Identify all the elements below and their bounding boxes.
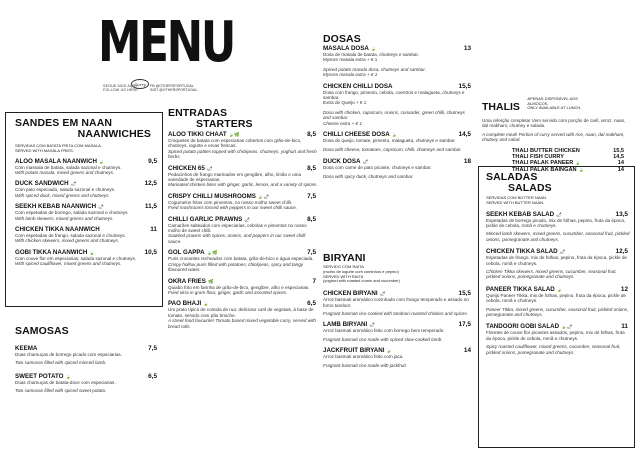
- item-desc-en: Minced lamb skewers, mixed greens, cucumber, seasonal fruit, pickled onions, pomegranate and chutneys.: [486, 231, 630, 242]
- item-desc-en: Sautéed prawns with spices, onions, and peppers in our sweet chilli sauce.: [168, 233, 306, 244]
- section-title: DOSAS: [323, 33, 361, 45]
- list-item: [323, 347, 473, 368]
- item-name: CHICKEN TIKKA NAANWICH: [15, 226, 100, 234]
- section-title: ENTRADAS: [168, 107, 228, 119]
- list-item: [486, 248, 630, 280]
- item-price: 14: [617, 160, 624, 167]
- item-desc-pt: Com massala de batata, salada sazonal e chutneys.: [15, 164, 122, 170]
- item-desc-en: Dosa with spicy duck, chutneys and sambar.: [323, 174, 414, 180]
- list-item: [15, 203, 159, 221]
- item-desc-en: Fried okra in gram flour, ginger, garlic and assorted spices.: [168, 289, 288, 295]
- item-name: MASALA DOSA 🍃: [323, 45, 377, 52]
- item-price: 15,5: [458, 82, 471, 90]
- item-price: 11,5: [144, 203, 157, 211]
- saladas-items: [486, 211, 630, 356]
- item-name: CHICKEN CHILLI DOSA: [323, 82, 393, 90]
- list-item: [323, 45, 473, 78]
- item-price: 9,5: [148, 157, 157, 165]
- item-name: SEEKH KEBAB NAANWICH 🌶: [15, 203, 104, 211]
- section-title-en: NAANWICHES: [77, 128, 151, 140]
- follow-us-text: SEGUE-NOS AQUI FOLLOW US HERE: [103, 84, 138, 93]
- spicy-icon: 🌶: [244, 216, 250, 222]
- list-item: THALI FISH CURRY 14,5: [512, 154, 624, 161]
- item-desc-en: With chicken skewers, mixed greens and chutneys.: [15, 238, 120, 244]
- spicy-icon: 🌶: [556, 211, 562, 217]
- veg-icon: 🍃: [203, 301, 209, 307]
- spicy-icon: 🌶: [379, 291, 386, 297]
- item-price: 15,5: [458, 290, 471, 298]
- list-item: [486, 323, 630, 355]
- veg-icon: 🍃: [575, 160, 581, 166]
- item-desc-pt: Cogumelos fritos com pimentos, no nosso molho sweet chilli.: [168, 199, 293, 205]
- list-item: [486, 286, 630, 318]
- item-desc-en: Fried mushrooms tossed with peppers in our sweet chilli sauce.: [168, 205, 297, 211]
- samosas-items: [15, 345, 159, 394]
- item-name: SEEKH KEBAB SALAD 🌶: [486, 210, 562, 218]
- item-price: 18: [463, 157, 471, 165]
- item-desc-en: Crispy hollow puris filled with potatoes, chickpeas, spicy and tangy flavoured water.: [168, 261, 304, 273]
- item-price: 14: [617, 166, 624, 173]
- item-price: 12: [620, 285, 628, 293]
- item-desc-pt: Arroz basmati aromático cozinhado com frango temperado e assado no forno tandoor.: [323, 297, 469, 308]
- list-item: [168, 216, 318, 245]
- veg-icon: 🍃: [556, 286, 563, 292]
- dosas-section: [323, 34, 473, 180]
- veg-icon: 🍃🌿: [206, 250, 218, 256]
- list-item: [323, 321, 473, 342]
- item-price: 8,5: [307, 215, 316, 223]
- saladas-section: [478, 172, 636, 355]
- item-extra-pt: Mysore masala extra + € 1: [323, 57, 378, 63]
- item-desc-pt: Puris crocantes recheados com batata, grão-de-bico e água especiada.: [168, 256, 314, 262]
- section-title-en: SALADS: [508, 182, 552, 194]
- list-item: [323, 83, 473, 126]
- veg-icon: 🍃🌶: [257, 193, 269, 199]
- thalis-header: [482, 97, 632, 115]
- item-price: 11: [621, 323, 628, 331]
- item-desc-pt: Quiabo frito em farinha de grão-de-bico, gengibre, alho e especiarias.: [168, 284, 310, 290]
- list-item: [15, 345, 159, 366]
- item-desc-pt: Com couve flor em especiarias, salada sazonal e chutneys.: [15, 255, 137, 261]
- item-desc-pt: Croquetes de batata com especiarias cobertos com grão-de-bico, chutneys, iogurte e ervas frescas.: [168, 138, 302, 149]
- item-desc-pt: Espetadas de borrego picado, mix de folhas, pepino, fruta da época, pickle de cebola, romã e chutneys.: [486, 217, 626, 228]
- veg-icon: 🍃🌶: [561, 324, 573, 330]
- veg-icon: 🍃: [370, 46, 377, 51]
- item-price: 11: [150, 226, 157, 234]
- entradas-items: [168, 131, 318, 329]
- section-title: THALIS: [482, 101, 520, 113]
- veg-icon: 🍃: [98, 158, 105, 164]
- item-name: GOBI TIKKA NAANWICH 🍃: [15, 248, 95, 256]
- section-note-en: SERVED WITH BUTTER NAAN.: [486, 199, 545, 205]
- veg-icon: 🍃: [391, 132, 398, 138]
- veg-icon: 🍃: [578, 166, 584, 172]
- list-item: [168, 249, 318, 272]
- item-price: 7,5: [307, 192, 316, 200]
- list-item: [168, 300, 318, 329]
- item-desc-pt: Camarões salteados com especiarias, cebolas e pimentos no nosso molho de sweet chilli.: [168, 222, 307, 234]
- spicy-icon: 🌶: [98, 204, 104, 210]
- item-name: LAMB BIRYANI 🌶: [323, 321, 375, 329]
- item-price: 8,5: [307, 131, 316, 138]
- sandes-items: [15, 158, 159, 267]
- list-item: [168, 131, 318, 160]
- list-item: [486, 211, 630, 243]
- spicy-icon: 🌶: [559, 249, 566, 255]
- list-item: [323, 131, 473, 153]
- item-desc-pt: Espetadas de frango, mix de folhas, pepino, fruta da época, pickle de cebola, romã e chutneys.: [486, 255, 627, 266]
- item-desc-en: Paneer Tikka, mixed greens, cucumber, seasonal fruit, pickled onions, pomegranate and chutneys.: [486, 306, 629, 318]
- list-item: THALI PALAK BAINGAN 🍃 14: [512, 166, 624, 173]
- item-desc-pt: Dosa de queijo, tomate, pimento, malagueta, chutneys e sambar.: [323, 138, 456, 144]
- item-desc-pt: Duas chamuças de borrego picado com especiarias.: [15, 352, 122, 357]
- item-price: 12,5: [144, 180, 157, 188]
- biryani-items: [323, 290, 473, 368]
- item-name: OKRA FRIES 🌿: [168, 277, 214, 285]
- section-note: SERVIDAS COM BUTTER NAAN.: [486, 195, 548, 200]
- item-desc-en: With potato masala, mixed greens and chutneys.: [15, 170, 115, 175]
- item-name: CHICKEN BIRYANI 🌶: [323, 290, 386, 298]
- item-desc-pt: Com pato especiado, salada sazonal e chutneys.: [15, 187, 116, 193]
- item-desc-en: Two samosas filled with spiced sweet potato.: [15, 388, 107, 394]
- section-title: SANDES EM NAAN: [15, 117, 113, 129]
- item-price: 13,5: [615, 210, 628, 218]
- menu-logo: MENU: [98, 10, 234, 75]
- item-desc-pt: Floretes de couve flor picantes assados, pepino, mix de folhas, fruta da época, pickle de cebola, romã e chutneys.: [486, 330, 625, 341]
- item-desc-en: Fragrant basmati rice made with spiced slow-cooked lamb.: [323, 336, 443, 342]
- list-item: [168, 165, 318, 188]
- item-name: CHICKEN 65 🌶: [168, 164, 213, 172]
- spicy-icon: 🌶: [362, 158, 369, 164]
- item-desc-pt: Dosa com frango, pimento, cebola, coentros e malagueta, chutneys e sambar.: [323, 89, 465, 101]
- item-extra-en: Mysore masala extra + € 1: [323, 72, 378, 78]
- item-desc-en: A street food favourite! Tomato based mixed vegetable curry, served with bread rolls.: [168, 318, 316, 329]
- item-desc-pt: Arroz basmati aromático feito com borrego bem temperado.: [323, 328, 445, 334]
- item-desc-en: With lamb skewers, mixed greens and chutneys.: [15, 215, 114, 221]
- item-desc-en: Fragrant basmati rice made with jackfruit.: [323, 362, 407, 368]
- list-item: [168, 278, 318, 296]
- item-desc-pt: Queijo Paneer Tikka, mix de folhas, pepino, fruta da época, pickle de cebola, romã e chutneys.: [486, 292, 626, 304]
- section-note: SERVIDO COM RAITA (molho de iogurte com cominhos e pepino) SERVED WITH RAITA (yoghurt with roasted cumin and cucumber): [323, 264, 400, 284]
- item-price: 13: [463, 45, 471, 52]
- entradas-section: [168, 108, 318, 329]
- list-item: [15, 180, 159, 198]
- brand-mark: Curry: [131, 79, 149, 89]
- item-desc-en: Dosa with chicken, capsicum, onions, coriander, green chilli, chutneys and sambar.: [323, 109, 465, 121]
- veg-icon: 🍃🌿: [228, 132, 240, 137]
- item-price: 15,5: [613, 147, 624, 154]
- section-title: SALADAS: [486, 171, 538, 183]
- item-desc-pt: Dosa com carne de pato picante, chutneys e sambar.: [323, 164, 432, 170]
- item-desc-en: Chicken Tikka skewers, mixed greens, cucumber, seasonal fruit, pickled onions, pomegranate and chutneys.: [486, 269, 617, 280]
- list-item: THALI BUTTER CHICKEN 15,5: [512, 147, 624, 154]
- item-name: CHILLI GARLIC PRAWNS 🌶: [168, 215, 250, 223]
- item-name: CHILLI CHEESE DOSA 🍃: [323, 131, 398, 139]
- item-desc-pt: Pedacinhos de frango marinados em gengibre, alho, limão e uma variedade de especiarias.: [168, 171, 302, 183]
- item-price: 14: [463, 347, 471, 355]
- item-name: SWEET POTATO 🍃: [15, 372, 71, 380]
- item-price: 7,5: [148, 345, 157, 352]
- section-title: BIRYANI: [323, 252, 366, 264]
- list-item: [323, 158, 473, 180]
- item-desc-en: With spiced duck, mixed greens and chutneys.: [15, 192, 110, 198]
- item-name: CRISPY CHILLI MUSHROOMS 🍃🌶: [168, 192, 269, 200]
- item-price: 14,5: [458, 131, 471, 139]
- list-item: THALI PALAK PANEER 🍃 14: [512, 160, 624, 167]
- item-name: DUCK DOSA 🌶: [323, 157, 369, 165]
- sandes-section: [5, 118, 163, 267]
- item-price: 6,5: [307, 300, 316, 308]
- item-desc-en: Two samosas filled with spiced minced lamb.: [15, 360, 107, 366]
- item-name: GOL GAPPA 🍃🌿: [168, 249, 218, 257]
- veg-icon: 🍃: [89, 249, 95, 255]
- item-desc-pt: Com espetadas de borrego, salada sazonal e chutneys.: [15, 210, 129, 216]
- spicy-icon: 🌶: [70, 181, 77, 187]
- item-name: ALOO MASALA NAANWICH 🍃: [15, 157, 105, 165]
- item-desc-pt: Dosa de masala de batata, chutneys e sambar.: [323, 52, 420, 57]
- item-name: KEEMA: [15, 345, 38, 352]
- section-note-en: SERVED WITH MASALA FRIES.: [15, 147, 74, 153]
- item-desc-en: Marinated chicken bites with ginger, garlic, lemon, and a variety of spices.: [168, 182, 318, 188]
- item-price: 8,5: [307, 164, 316, 172]
- item-price: 7: [312, 277, 316, 285]
- section-note: SERVIDAS COM BATATA FRITA COM MASALA.: [15, 143, 102, 148]
- item-desc-en: Spiced potato masala dosa, chutneys and sambar.: [323, 66, 426, 72]
- item-price: 12,5: [615, 248, 628, 256]
- item-name: CHICKEN TIKKA SALAD 🌶: [486, 248, 566, 256]
- thalis-section: [478, 97, 636, 173]
- item-price: 17,5: [458, 321, 471, 329]
- item-extra-pt: Extra de Queijo + € 1: [323, 100, 367, 106]
- samosas-section: [5, 326, 163, 394]
- item-desc-pt: Um prato típico de comida de rua: delicioso caril de vegetais, à base de tomate, servido com pão brioche.: [168, 307, 314, 318]
- spicy-icon: 🌶: [206, 165, 213, 171]
- item-name: ALOO TIKKI CHAAT 🍃🌿: [168, 131, 240, 138]
- item-price: 6,5: [148, 372, 157, 380]
- item-desc-en: Dosa with cheese, tomatoes, capsicum, chilli, chutneys and sambar.: [323, 147, 462, 153]
- dosas-items: [323, 45, 473, 180]
- item-name: JACKFRUIT BIRYANI 🍃: [323, 347, 392, 355]
- item-desc-en: With spiced cauliflower, mixed greens and chutneys.: [15, 261, 122, 267]
- item-desc-pt: Com espetadas de frango, salada sazonal e chutneys.: [15, 233, 126, 239]
- biryani-section: [323, 253, 473, 368]
- list-item: [15, 373, 159, 394]
- item-desc-pt: Arroz basmati aromático feito com jaca.: [323, 354, 404, 360]
- list-item: [15, 158, 159, 176]
- list-item: [15, 249, 159, 267]
- item-desc-en: Spicy roasted cauliflower, mixed greens, cucumber, seasonal fruit, pickled onions, pomegranate and chutneys.: [486, 344, 621, 355]
- item-extra-en: Cheese extra + € 1: [323, 120, 362, 126]
- item-desc-en: Fragrant basmati rice cooked with tandoori-roasted chicken and spices.: [323, 311, 469, 316]
- spicy-icon: 🌶: [369, 322, 375, 328]
- veg-icon: 🍃: [386, 348, 392, 354]
- section-title: SAMOSAS: [15, 325, 69, 337]
- list-item: [168, 193, 318, 211]
- item-price: 7,5: [307, 249, 316, 257]
- thalis-desc-pt: Uma refeição completa! Vem servido com porção de caril, arroz, naan, dal makhani, chutney e salada.: [482, 118, 626, 129]
- item-price: 14,5: [613, 154, 624, 161]
- veg-icon: 🍃: [65, 373, 71, 379]
- thalis-desc-en: A complete meal! Portion of curry served with rice, naan, dal makhani, chutney and salad.: [482, 131, 625, 143]
- item-desc-en: Spiced potato patties topped with chickpeas, chutneys, yoghurt and fresh herbs.: [168, 148, 317, 160]
- list-item: [15, 226, 159, 244]
- veg-icon: 🌿: [207, 278, 214, 284]
- section-title-en: STARTERS: [196, 118, 253, 130]
- item-name: PAO BHAJI 🍃: [168, 300, 209, 308]
- item-name: TANDOORI GOBI SALAD 🍃🌶: [486, 323, 573, 331]
- section-note: APENAS DISPONÍVEL AOS ALMOÇOS. ONLY AVAILABLE AT LUNCH.: [527, 96, 582, 111]
- item-desc-pt: Duas chamuças de batata-doce com especiarias.: [15, 379, 116, 385]
- social-handles: FB @OTHERSPORTUGAL INST @OTHERSPORTUGAL: [150, 84, 198, 93]
- list-item: [323, 290, 473, 316]
- item-name: DUCK SANDWICH 🌶: [15, 180, 77, 188]
- item-name: PANEER TIKKA SALAD 🍃: [486, 285, 563, 293]
- item-price: 10,5: [144, 248, 157, 256]
